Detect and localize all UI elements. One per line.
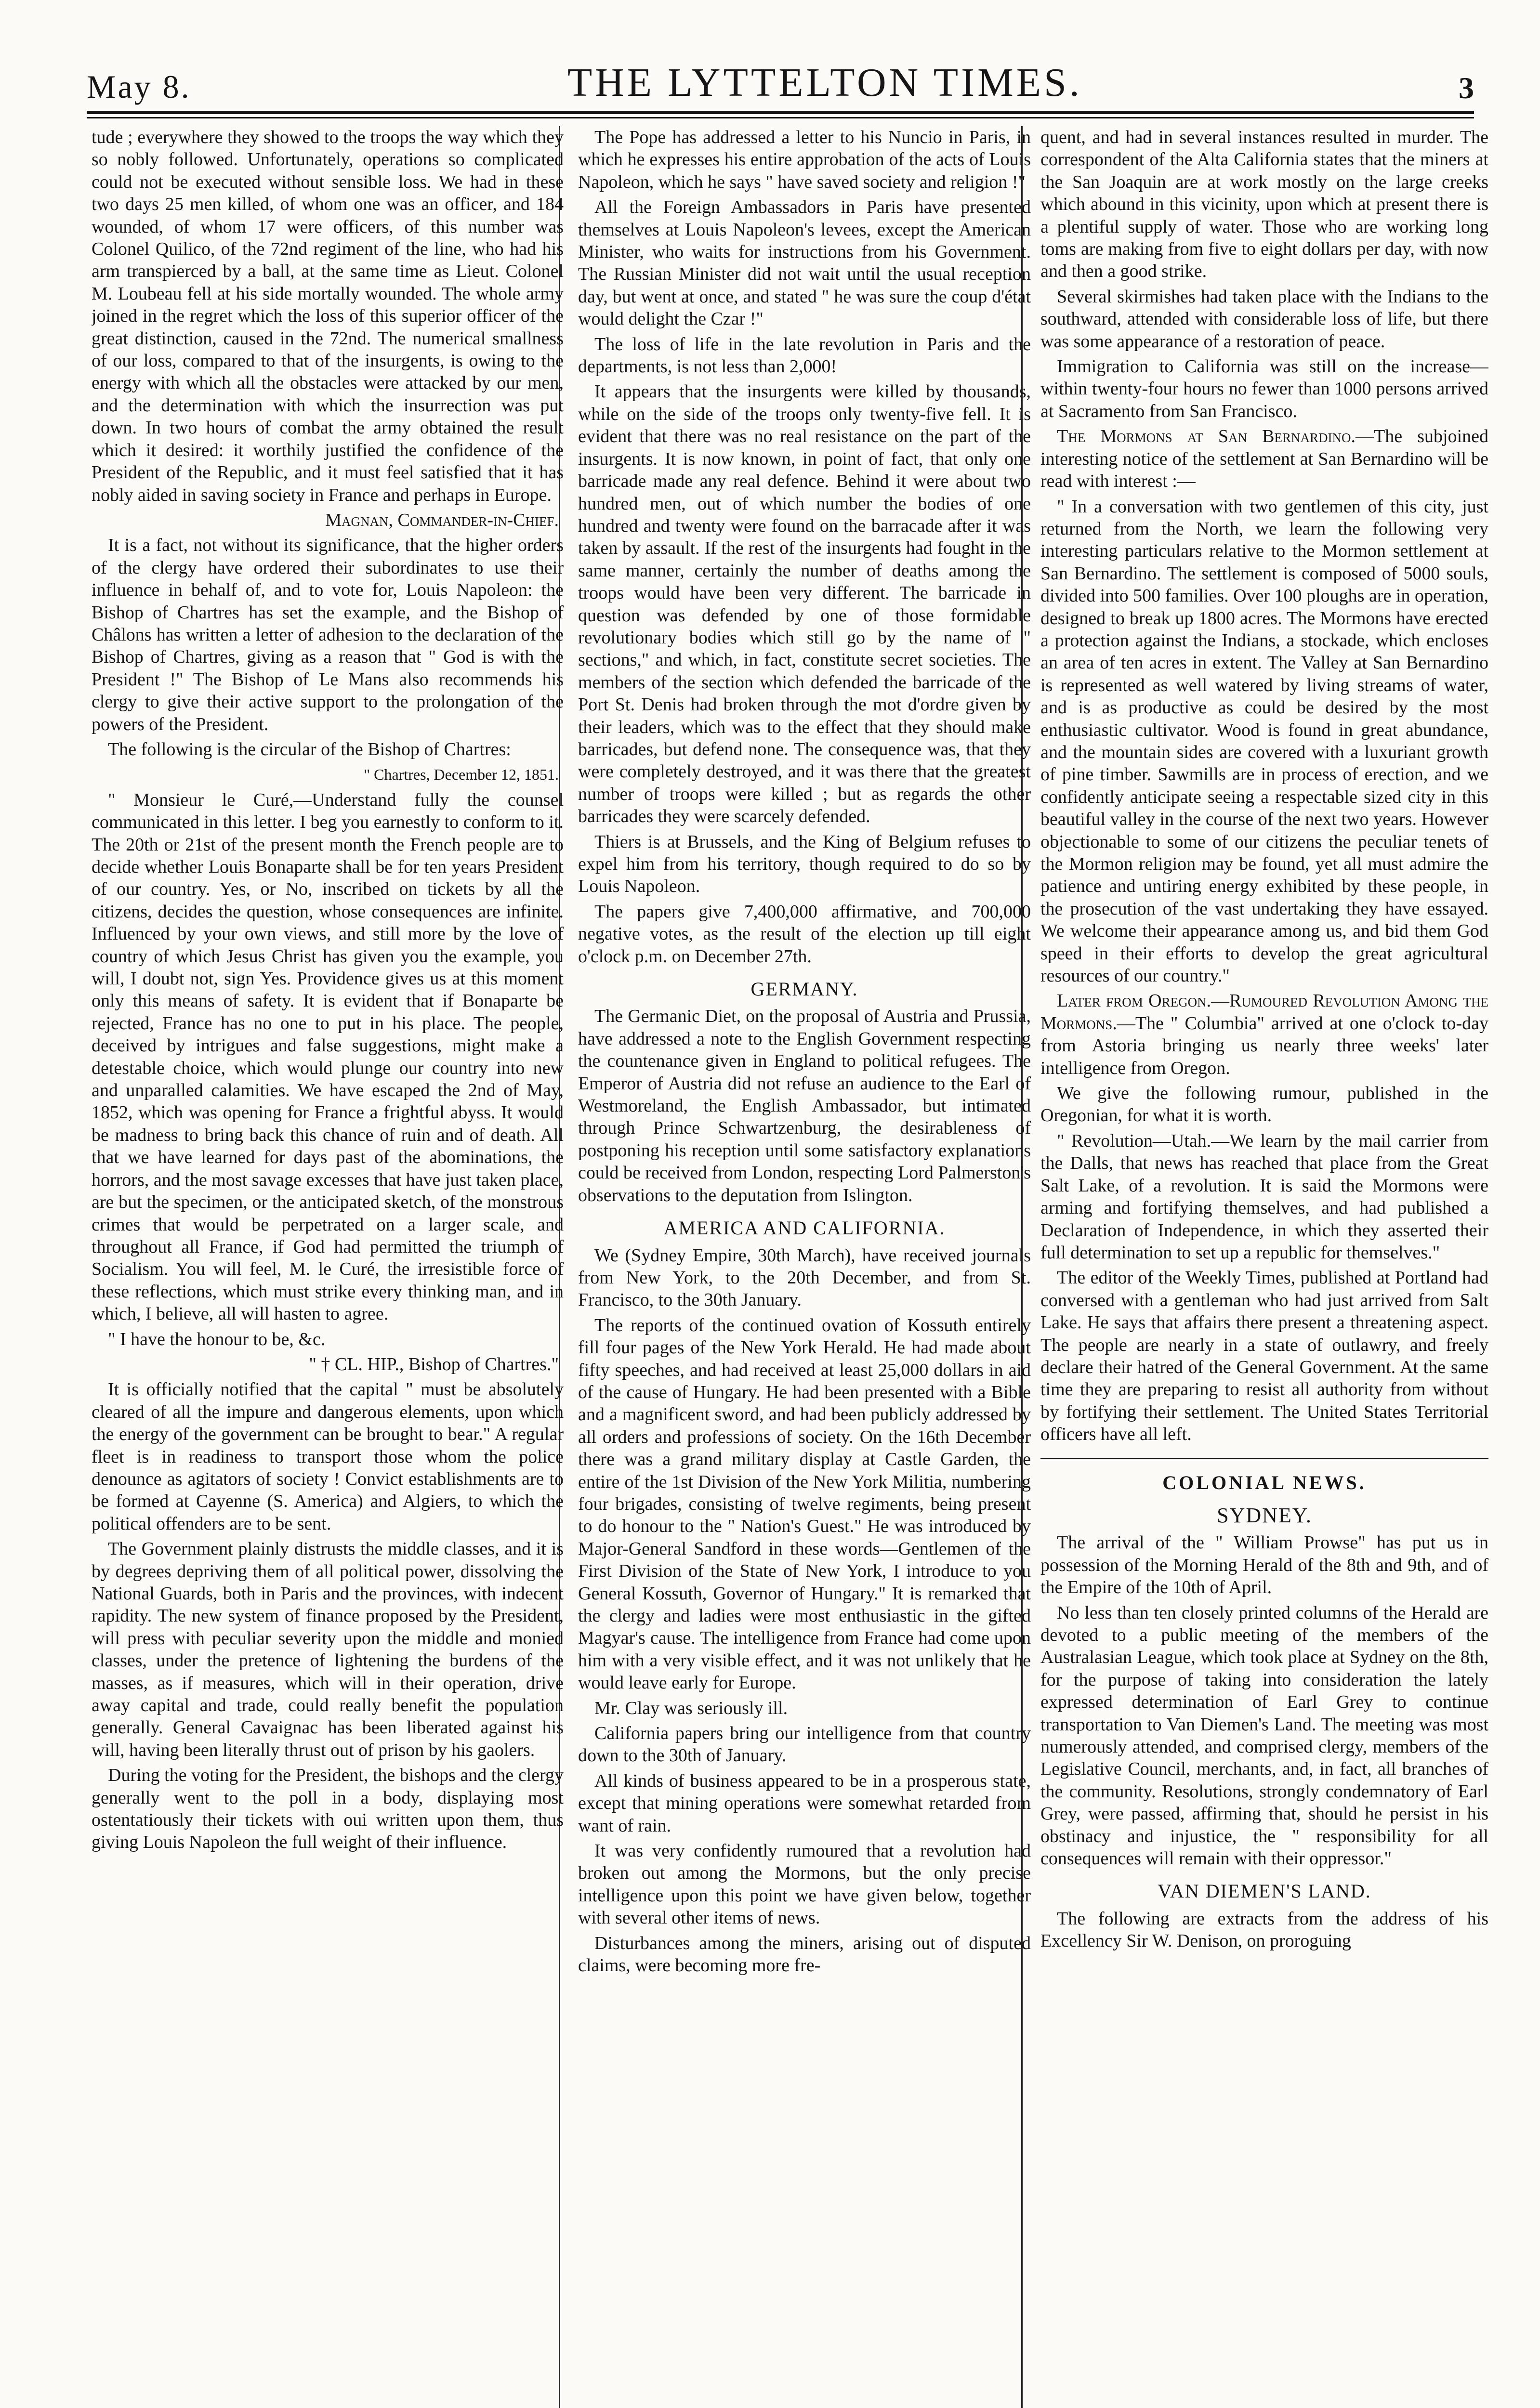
article-paragraph: [1040, 990, 1488, 1079]
article-paragraph: " Revolution—Utah.—We learn by the mail carrier from the Dalls, that news has reached that place from the Great Salt Lake, of a revolution. It is said the Mormons were arming and fortifying themselves, and had published a Declaration of Independence, in which they asserted their full determination to set up a republic for themselves.": [1040, 1130, 1488, 1263]
article-paragraph: quent, and had in several instances resulted in murder. The correspondent of the Alta California states that the miners at the San Joaquin are at work mostly on the large creeks which abound in this vicinity, upon which at present there is a plentiful supply of water. Those who are working long toms are making from five to eight dollars per day, with now and then a good strike.: [1040, 127, 1488, 282]
article-paragraph: The arrival of the " William Prowse" has put us in possession of the Morning Herald of the 8th and 9th, and of the Empire of the 10th of April.: [1040, 1532, 1488, 1598]
article-paragraph: Mr. Clay was seriously ill.: [594, 1698, 788, 1718]
masthead: [87, 34, 1474, 106]
article-paragraph: It was very confidently rumoured that a revolution had broken out among the Mormons, but the only precise intelligence upon this point we have given below, together with several other items of news.: [578, 1841, 1031, 1928]
signature: " † CL. HIP., Bishop of Chartres.": [309, 1354, 559, 1374]
paragraph-body: —The " Columbia" arrived at one o'clock to-day from Astoria bringing us nearly three weeks' later intelligence from Oregon.: [1040, 1013, 1488, 1078]
section-divider: [1040, 1458, 1488, 1460]
page-number: 3: [1458, 71, 1474, 105]
paragraph-lead: Later from Oregon.—Rumoured Revolution Among the Mormons.: [1040, 991, 1488, 1034]
article-paragraph: Immigration to California was still on the increase—within twenty-four hours no fewer than 1000 persons arrived at Sacramento from San Francisco.: [1040, 356, 1488, 421]
article-paragraph: All the Foreign Ambassadors in Paris have presented themselves at Louis Napoleon's levees, except the American Minister, who waits for instructions from his Government. The Russian Minister did not wait until the usual reception day, but went at once, and stated " he was sure the coup d'état would delight the Czar !": [578, 197, 1031, 329]
article-paragraph: It is a fact, not without its significance, that the higher orders of the clergy have ordered their subordinates to use their influence in behalf of, and to vote for, Louis Napoleon: the Bishop of Chartres has set the example, and the Bishop of Châlons has written a letter of adhesion to the declaration of the Bishop of Chartres, giving as a reason that " God is with the President !" The Bishop of Le Mans also recommends his clergy to give their active support to the prolongation of the powers of the President.: [92, 535, 564, 734]
article-paragraph: The following are extracts from the address of his Excellency Sir W. Denison, on proroguing: [1040, 1908, 1488, 1951]
article-paragraph: The Germanic Diet, on the proposal of Austria and Prussia, have addressed a note to the English Government respecting the countenance given in England to political refugees. The Emperor of Austria did not refuse an audience to the Earl of Westmoreland, the English Ambassador, but intimated through Prince Schwartzenburg, the desirableness of postponing his reception until some satisfactory explanations could be received from London, respecting Lord Palmerston's observations to the deputation from Islington.: [578, 1006, 1031, 1205]
article-paragraph: During the voting for the President, the bishops and the clergy generally went to the poll in a body, displaying most ostentatiously their tickets with oui written upon them, thus giving Louis Napoleon the full weight of their influence.: [92, 1765, 564, 1853]
section-title-colonial-news: COLONIAL NEWS.: [1162, 1471, 1367, 1493]
article-paragraph: It appears that the insurgents were killed by thousands, while on the side of the troops only twenty-five fell. It is evident that there was no real resistance on the part of the insurgents. It is now known, in point of fact, that only one barricade made any real defence. Behind it were about two hundred men, out of which number the bodies of one hundred and twenty were found on the barracade after it was taken by assault. If the rest of the insurgents had fought in the same manner, certainly the number of deaths among the troops would have been very different. The barricade in question was defended by one of those formidable revolutionary bodies which still go by the name of " sections," and which, in fact, constitute secret societies. The members of the section which defended the barricade of the Port St. Denis had broken through the mot d'ordre given by their leaders, which was to the effect that they should make barricades, but defend none. The consequence was, that they were completely destroyed, and it was there that the greatest number of troops were killed ; but as regards the other barricades they were scarcely defended.: [578, 381, 1031, 827]
article-paragraph: " In a conversation with two gentlemen of this city, just returned from the North, we learn the following very interesting particulars relative to the Mormon settlement at San Bernardino. The settlement is composed of 5000 souls, divided into 500 families. Over 100 ploughs are in operation, designed to break up 1800 acres. The Mormons have erected a protection against the Indians, a stockade, which encloses an area of ten acres in extent. The Valley at San Bernardino is represented as well watered by living streams of water, and is as productive as could be desired by the most enthusiastic cultivator. Wood is found in great abundance, and the mountain sides are covered with a luxuriant growth of pine timber. Sawmills are in process of erection, and we confidently anticipate seeing a respectable sized city in this beautiful valley in the course of the next two years. However objectionable to some of our citizens the peculiar tenets of the Mormon religion may be found, yet all must admire the patience and untiring energy exhibited by these people, in the prosecution of the vast undertaking they have essayed. We welcome their appearance among us, and bid them God speed in their efforts to develop the great agricultural resources of our country.": [1040, 496, 1488, 986]
article-paragraph: California papers bring our intelligence from that country down to the 30th of January.: [578, 1723, 1031, 1766]
signature: Magnan, Commander-in-Chief.: [325, 510, 559, 530]
letter-dateline: " Chartres, December 12, 1851.: [364, 766, 559, 784]
masthead-rule-thick: [87, 111, 1474, 114]
article-paragraph: Disturbances among the miners, arising out of disputed claims, were becoming more fre-: [578, 1933, 1031, 1976]
paragraph-body: —The subjoined interesting notice of the settlement at San Bernardino will be read with interest :—: [1040, 426, 1488, 492]
column-2: [556, 126, 1031, 2408]
article-paragraph: We give the following rumour, published in the Oregonian, for what it is worth.: [1040, 1083, 1488, 1126]
article-paragraph: The Pope has addressed a letter to his Nuncio in Paris, in which he expresses his entire approbation of the acts of Louis Napoleon, which he says " have saved society and religion !": [578, 127, 1031, 192]
section-heading-america: AMERICA AND CALIFORNIA.: [663, 1217, 946, 1239]
column-1: [92, 126, 564, 2408]
article-paragraph: All kinds of business appeared to be in a prosperous state, except that mining operations were somewhat retarded from want of rain.: [578, 1770, 1031, 1836]
column-3: [1021, 126, 1488, 2408]
article-paragraph: It is officially notified that the capital " must be absolutely cleared of all the impure and dangerous elements, upon which the energy of the government can be brought to bear." A regular fleet is in readiness to transport those whom the police denounce as agitators of society ! Convict establishments are to be formed at Cayenne (S. America) and Algiers, to which the political offenders are to be sent.: [92, 1379, 564, 1534]
paragraph-lead: The Mormons at San Bernardino.: [1057, 426, 1356, 447]
article-paragraph: " Monsieur le Curé,—Understand fully the counsel communicated in this letter. I beg you earnestly to conform to it. The 20th or 21st of the present month the French people are to decide whether Louis Bonaparte shall be for ten years President of our country. Yes, or No, inscribed on tickets by all the citizens, decides the question, whose consequences are infinite. Influenced by your own views, and still more by the love of country of which Jesus Christ has given you the example, you will, I doubt not, sign Yes. Providence gives us at this moment only this means of safety. It is evident that if Bonaparte be rejected, France has no one to put in his place. The people, deceived by intrigues and false suggestions, might make a detestable choice, which would plunge our country into new and unparalled calamities. We have escaped the 2nd of May, 1852, which was opening for France a frightful abyss. It would be madness to bring back this chance of ruin and of death. All that we have learned for days past of the abominations, the horrors, and the most savage excesses that have just taken place, are but the specimen, or the anticipated sketch, of the monstrous crimes that would be perpetrated on a larger scale, and throughout all France, if God had permitted the triumph of Socialism. You will feel, M. le Curé, the irresistible force of these reflections, which must strike every thinking man, and in which, I believe, all will hasten to agree.: [92, 789, 564, 1324]
newspaper-title: THE LYTTELTON TIMES.: [567, 60, 1082, 105]
article-paragraph: We (Sydney Empire, 30th March), have received journals from New York, to the 20th December, and from St. Francisco, to the 30th January.: [578, 1245, 1031, 1310]
article-paragraph: The following is the circular of the Bishop of Chartres:: [108, 739, 511, 759]
article-paragraph: The loss of life in the late revolution in Paris and the departments, is not less than 2,000!: [578, 334, 1031, 377]
article-paragraph: " I have the honour to be, &c.: [108, 1329, 326, 1349]
article-paragraph: The editor of the Weekly Times, published at Portland had conversed with a gentleman who had just arrived from Salt Lake. He says that affairs there present a threatening aspect. The people are nearly in a state of outlawry, and freely declare their hatred of the General Government. At the same time they are preparing to resist all authority from without by fortifying their settlement. The United States Territorial officers have all left.: [1040, 1268, 1488, 1445]
section-heading-van-diemens-land: VAN DIEMEN'S LAND.: [1158, 1880, 1371, 1902]
section-heading-sydney: SYDNEY.: [1217, 1503, 1312, 1527]
article-paragraph: tude ; everywhere they showed to the troops the way which they so nobly followed. Unfortunately, operations so complicated could not be executed without sensible loss. We had in these two days 25 men killed, of whom one was an officer, and 184 wounded, of whom 17 were officers, of this number was Colonel Quilico, of the 72nd regiment of the line, who had his arm transpierced by a ball, at the same time as Lieut. Colonel M. Loubeau fell at his side mortally wounded. The whole army joined in the regret which the loss of this superior officer of the great distinction, caused in the 72nd. The numerical smallness of our loss, compared to that of the insurgents, is owing to the energy with which all the obstacles were attacked by our men, and the determination with which the insurrection was put down. In two hours of combat the army obtained the result which it desired: it worthily justified the confidence of the President of the Republic, and it must feel satisfied that it has nobly aided in saving society in France and perhaps in Europe.: [92, 127, 564, 505]
article-paragraph: The reports of the continued ovation of Kossuth entirely fill four pages of the New York Herald. He had made about fifty speeches, and had received at least 25,000 dollars in aid of the cause of Hungary. He had been presented with a Bible and a magnificent sword, and had been publicly addressed by all orders and professions of society. On the 16th December there was a grand military display at Castle Garden, the entire of the 1st Division of the New York Militia, numbering four brigades, consisting of twelve regiments, being present to do honour to the " Nation's Guest." He was introduced by Major-General Sandford in these words—Gentlemen of the First Division of the State of New York, I introduce to you General Kossuth, Governor of Hungary." It is remarked that the clergy and ladies were most enthusiastic in the gifted Magyar's cause. The intelligence from France had come upon him with a very visible effect, and it was not unlikely that he would leave early for Europe.: [578, 1315, 1031, 1693]
article-paragraph: Thiers is at Brussels, and the King of Belgium refuses to expel him from his territory, though required to do so by Louis Napoleon.: [578, 831, 1031, 897]
article-paragraph: [1040, 425, 1488, 492]
issue-date: May 8.: [87, 68, 191, 105]
article-paragraph: No less than ten closely printed columns of the Herald are devoted to a public meeting of the members of the Australasian League, which took place at Sydney on the 8th, for the purpose of taking into consideration the lately expressed determination of Earl Grey to continue transportation to Van Diemen's Land. The meeting was most numerously attended, and comprised clergy, members of the Legislative Council, merchants, and, in fact, all branches of the community. Resolutions, strongly condemnatory of Earl Grey, were passed, affirming that, should he persist in his obstinacy and injustice, the " responsibility for all consequences will remain with their oppressor.": [1040, 1602, 1488, 1869]
article-paragraph: The Government plainly distrusts the middle classes, and it is by degrees depriving them of all political power, dissolving the National Guards, both in Paris and the provinces, with indecent rapidity. The new system of finance proposed by the President, will press with peculiar severity upon the middle and monied classes, under the pretence of lightening the burdens of the masses, as if measures, which will in their operation, drive away capital and trade, could really benefit the population generally. General Cavaignac has been liberated against his will, having been literally thrust out of prison by his gaolers.: [92, 1539, 564, 1760]
masthead-rule-thin: [87, 117, 1474, 118]
article-paragraph: The papers give 7,400,000 affirmative, and 700,000 negative votes, as the result of the election up till eight o'clock p.m. on December 27th.: [578, 901, 1031, 967]
section-heading-germany: GERMANY.: [750, 978, 858, 1000]
article-paragraph: Several skirmishes had taken place with the Indians to the southward, attended with considerable loss of life, but there was some appearance of a restoration of peace.: [1040, 286, 1488, 352]
